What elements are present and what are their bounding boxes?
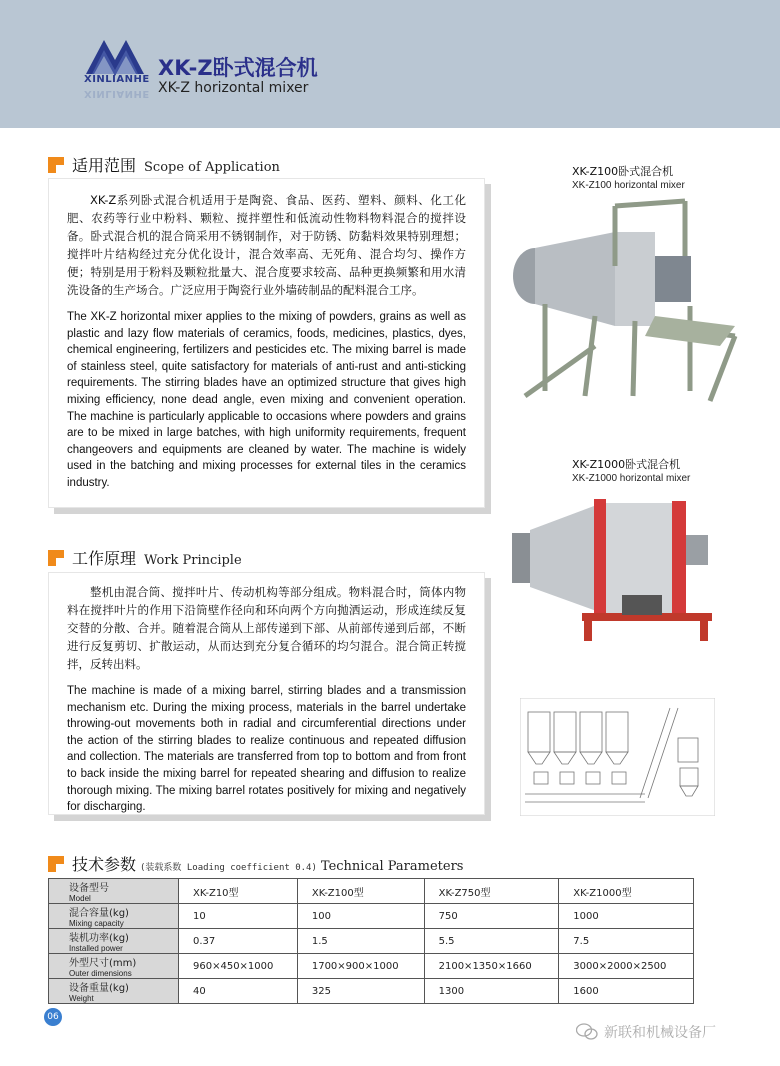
xk-z1000-mixer-photo	[512, 495, 722, 645]
table-cell: 10	[179, 904, 298, 929]
principle-panel	[48, 572, 485, 815]
section-bullet-icon	[48, 856, 64, 872]
row-label-en: Mixing capacity	[69, 919, 124, 928]
table-row	[49, 979, 694, 1004]
logo-text-reflection: XINLIANHE	[84, 88, 150, 99]
table-cell: XK-Z750型	[424, 879, 559, 904]
spec-table	[48, 878, 694, 1004]
table-cell: 2100×1350×1660	[424, 954, 559, 979]
table-cell: 5.5	[424, 929, 559, 954]
table-cell: 3000×2000×2500	[559, 954, 694, 979]
scope-title-en: Scope of Application	[144, 160, 280, 175]
row-label-en: Weight	[69, 994, 94, 1003]
table-cell: 1300	[424, 979, 559, 1004]
table-cell: XK-Z10型	[179, 879, 298, 904]
table-row	[49, 954, 694, 979]
tech-title-cn: 技术参数	[72, 855, 137, 874]
page-title-en: XK-Z horizontal mixer	[158, 80, 309, 96]
logo-text: XINLIANHE	[84, 74, 150, 85]
tech-section-heading	[48, 852, 463, 875]
watermark-text: 新联和机械设备厂	[604, 1025, 716, 1041]
section-bullet-icon	[48, 550, 64, 566]
tech-loading-note: (装载系数 Loading coefficient 0.4)	[140, 863, 317, 873]
section-bullet-icon	[48, 157, 64, 173]
scope-body-en: The XK-Z horizontal mixer applies to the mixing of powders, grains as well as plastic and lazy flow materials of ceramics, foods, medicines, plastics, dyes, chemical engineering, fertilizers and pesticides etc. The mixing barrel is made of stainless steel, quite satisfactory for materials of anti-rust and anti-sticking requirements. The stirring blades have an optimized structure that gives high mixing efficiency, none dead angle, even mixing and convenient operation. The machine is particularly applicable to occasions where powders and grains are to be mixed in large batches, with high uniformity requirements, frequent changeovers and equipments are cleaned by water. The machine is widely used in the batching and mixing processes for external tiles in the ceramics industry.	[67, 311, 466, 489]
table-cell: 1000	[559, 904, 694, 929]
scope-section-heading	[48, 153, 280, 176]
row-label-en: Installed power	[69, 944, 123, 953]
photo1-caption-cn: XK-Z100卧式混合机	[572, 165, 674, 178]
row-label-en: Outer dimensions	[69, 969, 132, 978]
table-cell: 1700×900×1000	[297, 954, 424, 979]
wechat-icon	[576, 1023, 598, 1041]
row-label-en: Model	[69, 894, 91, 903]
page-number: 06	[44, 1008, 62, 1026]
tech-title-en: Technical Parameters	[320, 859, 464, 874]
row-label-cn: 混合容量(kg)	[69, 908, 129, 919]
table-cell: 100	[297, 904, 424, 929]
table-cell: 750	[424, 904, 559, 929]
xk-z100-mixer-photo	[505, 196, 745, 411]
principle-title-en: Work Principle	[144, 553, 242, 568]
table-cell: 1600	[559, 979, 694, 1004]
scope-title-cn: 适用范围	[72, 156, 137, 175]
table-row	[49, 879, 694, 904]
batching-system-schematic	[520, 698, 715, 816]
table-cell: 7.5	[559, 929, 694, 954]
photo2-caption-en: XK-Z1000 horizontal mixer	[572, 473, 691, 484]
page-header	[0, 0, 780, 128]
table-cell: 960×450×1000	[179, 954, 298, 979]
principle-section-heading	[48, 546, 242, 569]
table-cell: 325	[297, 979, 424, 1004]
photo2-caption-cn: XK-Z1000卧式混合机	[572, 458, 681, 471]
table-cell: 40	[179, 979, 298, 1004]
scope-body-cn: XK-Z系列卧式混合机适用于是陶瓷、食品、医药、塑料、颜料、化工化肥、农药等行业中粉料、颗粒、搅拌塑性和低流动性物料物料混合的搅拌设备。卧式混合机的混合筒采用不锈钢制作，对于防锈、防黏料效果特别理想；搅拌叶片结构经过充分优化设计，混合效率高、无死角、混合均匀、操作方便；特别是用于粉料及颗粒批量大、混合度要求较高、品种更换频繁和用水清洗设备的生产场合。广泛应用于陶瓷行业外墙砖制品的配料混合工序。	[67, 193, 466, 297]
row-label-cn: 设备型号	[69, 883, 109, 894]
principle-body-en: The machine is made of a mixing barrel, stirring blades and a transmission mechanism etc. During the mixing process, materials in the barrel undertake throwing-out movements both in radial and circumferential directions under the action of the stirring blades to realize continuous and repeated diffusion and collection. The materials are transferred from top to bottom and from front to back inside the mixing barrel for repeated shearing and diffusion to realize thorough mixing. The mixing barrel rotates positively for mixing and negatively for discharging.	[67, 685, 466, 814]
scope-panel	[48, 178, 485, 508]
table-cell: 0.37	[179, 929, 298, 954]
principle-title-cn: 工作原理	[72, 549, 137, 568]
table-row	[49, 929, 694, 954]
page-title-cn: XK-Z卧式混合机	[158, 56, 318, 80]
row-label-cn: 装机功率(kg)	[69, 933, 129, 944]
row-label-cn: 外型尺寸(mm)	[69, 958, 137, 969]
table-cell: XK-Z1000型	[559, 879, 694, 904]
photo1-caption-en: XK-Z100 horizontal mixer	[572, 180, 685, 191]
row-label-cn: 设备重量(kg)	[69, 983, 129, 994]
watermark	[576, 1022, 716, 1042]
principle-body-cn: 整机由混合筒、搅拌叶片、传动机构等部分组成。物料混合时，筒体内物料在搅拌叶片的作用下沿筒壁作径向和环向两个方向抛洒运动，形成连续反复交替的分散、合并。随着混合筒从上部传递到下部、从前部传递到后部，不断进行反复剪切、扩散运动，从而达到充分复合循环的均匀混合。混合筒正转搅拌，反转出料。	[67, 585, 466, 671]
table-cell: XK-Z100型	[297, 879, 424, 904]
table-cell: 1.5	[297, 929, 424, 954]
table-row	[49, 904, 694, 929]
